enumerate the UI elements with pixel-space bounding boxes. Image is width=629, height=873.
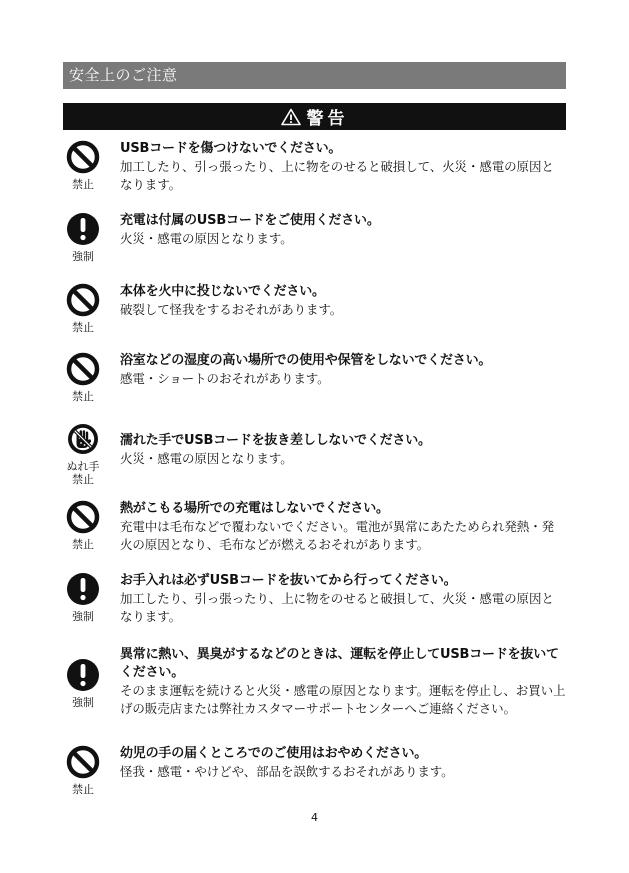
item-body: 充電中は毛布などで覆わないでください。電池が異常にあたためられ発熱・発火の原因となり、毛布などが燃えるおそれがあります。 <box>120 519 555 552</box>
icon-label: 禁止 <box>72 783 94 796</box>
warning-triangle-icon <box>281 108 301 126</box>
item-body: 感電・ショートのおそれがあります。 <box>120 371 330 386</box>
item-heading: 本体を火中に投じないでください。 <box>120 284 325 299</box>
item-body: 怪我・感電・やけどや、部品を誤飲するおそれがあります。 <box>120 764 454 779</box>
warning-banner <box>63 103 566 130</box>
icon-label: ぬれ手 禁止 <box>66 460 100 486</box>
mandatory-icon <box>66 572 100 606</box>
prohibition-icon <box>66 283 100 317</box>
item-heading: お手入れは必ずUSBコードを抜いてから行ってください。 <box>120 573 457 588</box>
warning-title: 警告 <box>306 109 349 129</box>
item-body: そのまま運転を続けると火災・感電の原因となります。運転を停止し、お買い上げの販売店または弊社カスタマーサポートセンターへご連絡ください。 <box>120 683 566 716</box>
icon-label: 強制 <box>72 696 94 709</box>
item-body: 火災・感電の原因となります。 <box>120 231 293 246</box>
icon-label: 禁止 <box>72 321 94 334</box>
item-heading: 浴室などの湿度の高い場所での使用や保管をしないでください。 <box>120 353 492 368</box>
icon-label: 禁止 <box>72 390 94 403</box>
item-body: 破裂して怪我をするおそれがあります。 <box>120 302 343 317</box>
icon-label: 禁止 <box>72 178 94 191</box>
icon-label: 強制 <box>72 610 94 623</box>
item-body: 加工したり、引っ張ったり、上に物をのせると破損して、火災・感電の原因となります。 <box>120 591 554 624</box>
wet-hand-prohibition-icon <box>66 422 100 456</box>
item-heading: 幼児の手の届くところでのご使用はおやめください。 <box>120 746 428 761</box>
page-number: 4 <box>311 811 318 824</box>
mandatory-icon <box>66 212 100 246</box>
icon-label: 禁止 <box>72 538 94 551</box>
section-title: 安全上のご注意 <box>63 62 566 89</box>
item-heading: 熱がこもる場所での充電はしないでください。 <box>120 501 389 516</box>
item-heading: 充電は付属のUSBコードをご使用ください。 <box>120 213 380 228</box>
item-body: 加工したり、引っ張ったり、上に物をのせると破損して、火災・感電の原因となります。 <box>120 159 554 192</box>
item-heading: USBコードを傷つけないでください。 <box>120 141 342 156</box>
prohibition-icon <box>66 500 100 534</box>
item-body: 火災・感電の原因となります。 <box>120 451 293 466</box>
prohibition-icon <box>66 745 100 779</box>
item-heading: 異常に熱い、異臭がするなどのときは、運転を停止してUSBコードを抜いてください。 <box>120 647 559 680</box>
item-heading: 濡れた手でUSBコードを抜き差ししないでください。 <box>120 433 431 448</box>
prohibition-icon <box>66 140 100 174</box>
icon-label: 強制 <box>72 250 94 263</box>
prohibition-icon <box>66 352 100 386</box>
mandatory-icon <box>66 658 100 692</box>
